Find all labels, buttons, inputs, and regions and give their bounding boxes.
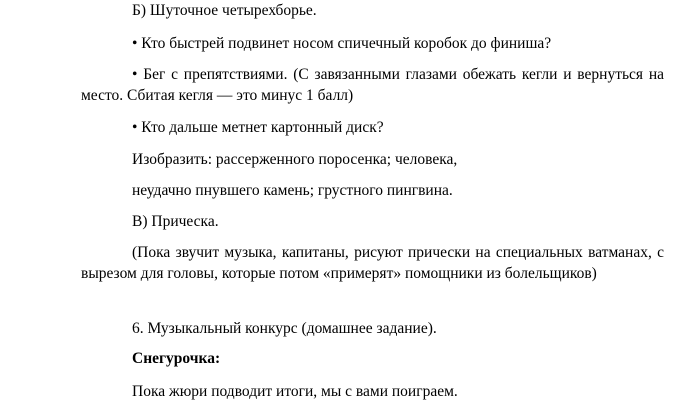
- depict-line-2: неудачно пнувшего камень; грустного пингвина.: [132, 182, 453, 199]
- bullet-matchbox: • Кто быстрей подвинет носом спичечный коробок до финиша?: [132, 35, 552, 52]
- section-b-heading: Б) Шуточное четырехборье.: [132, 2, 317, 19]
- snegurochka-line: Пока жюри подводит итоги, мы с вами поиграем.: [132, 383, 458, 400]
- hairstyle-description: (Пока звучит музыка, капитаны, рисуют прически на специальных ватманах, с вырезом для головы, которые потом «примерят» помощники из болельщиков): [81, 244, 664, 282]
- music-contest-heading: 6. Музыкальный конкурс (домашнее задание).: [132, 320, 437, 337]
- bullet-disc-throw: • Кто дальше метнет картонный диск?: [132, 119, 384, 136]
- depict-line-1: Изобразить: рассерженного поросенка; человека,: [132, 151, 458, 168]
- speaker-snegurochka: Снегурочка:: [132, 350, 221, 367]
- section-v-heading: В) Прическа.: [132, 213, 219, 230]
- bullet-obstacle-race: • Бег с препятствиями. (С завязанными глазами обежать кегли и вернуться на место. Сбитая кегля — это минус 1 балл): [81, 66, 664, 104]
